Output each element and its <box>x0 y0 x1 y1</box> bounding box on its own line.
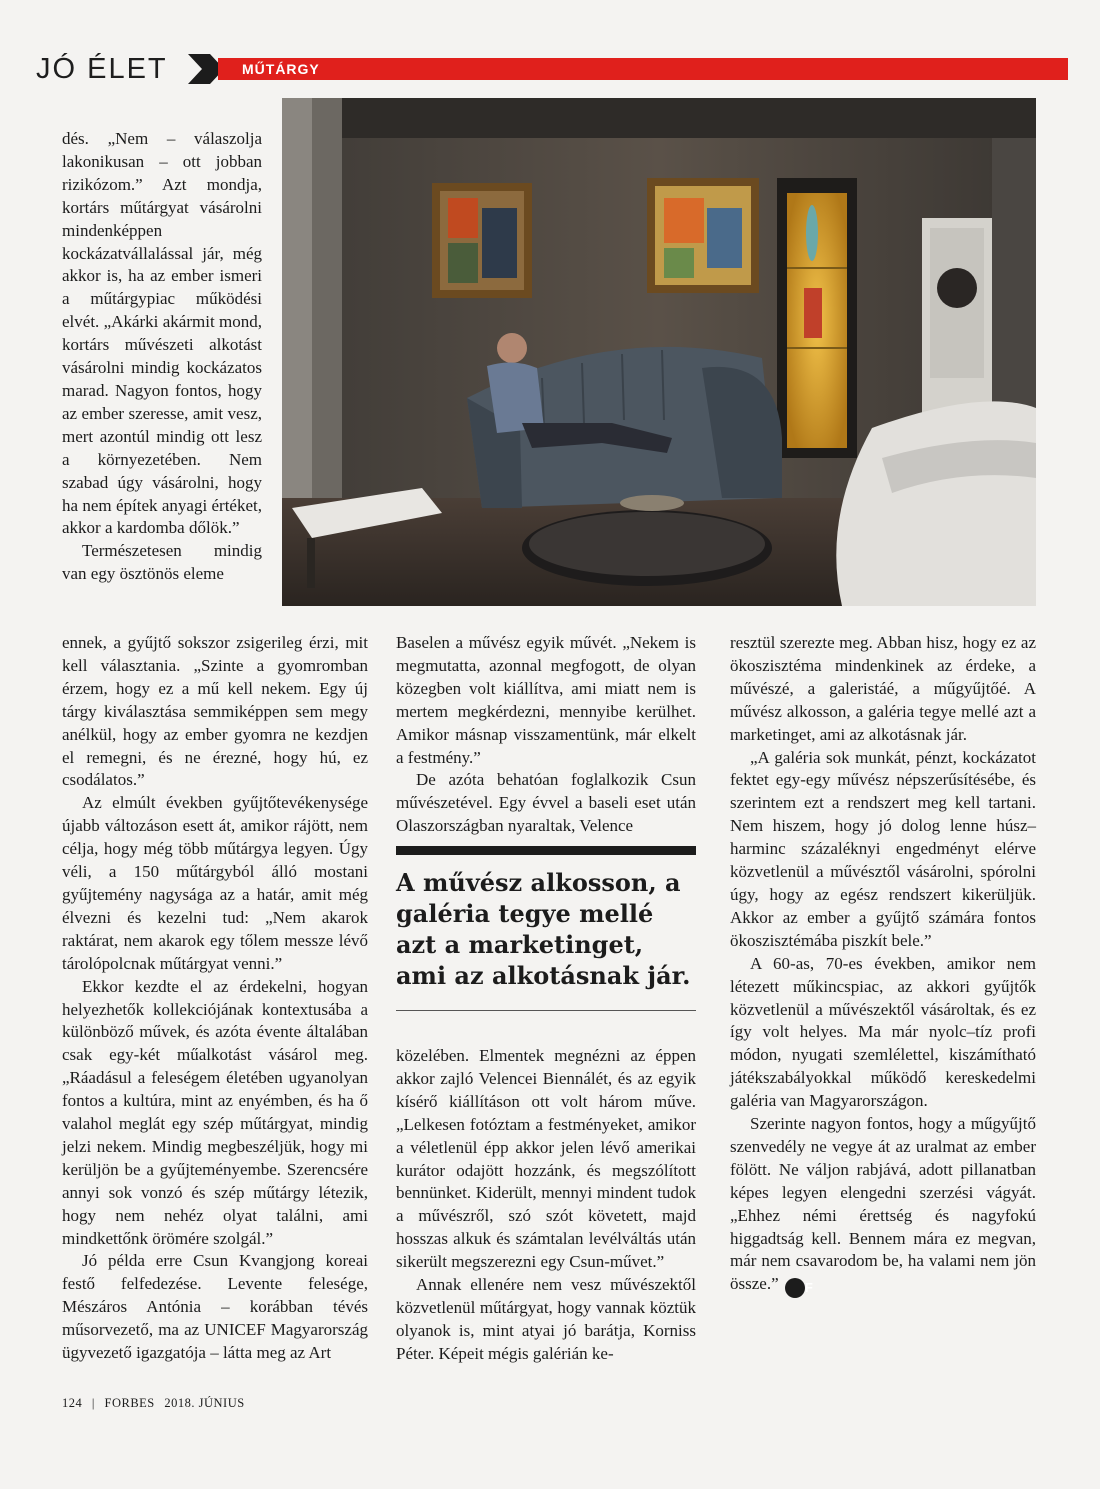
magazine-name: FORBES <box>104 1396 155 1410</box>
paragraph: A 60-as, 70-es években, amikor nem létezett műkincspiac, az akkori gyűjtők közvetlenül a művészektől vásároltak, és ez így volt helyes. Ma már nyolc–tíz profi módon, nyugati szemlélettel, kiszámítható játékszabályokkal működő kereskedelmi galéria van Magyarországon. <box>730 953 1036 1111</box>
paragraph-text: Szerinte nagyon fontos, hogy a műgyűjtő szenvedély ne vegye át az uralmat az ember fölött. Ne váljon rabjává, adott pillanatban képes legyen elengedni szerzési vágyát. „Ehhez némi érettség és nagyfokú higgadtság kell. Bennem mára ez megvan, már nem csavarodom be, ha valami nem jön össze.” <box>730 1114 1036 1294</box>
pull-quote-text: A művész alkosson, a galéria tegye mellé azt a marketinget, ami az alkotásnak jár. <box>396 868 691 990</box>
category-label: MŰTÁRGY <box>242 61 320 77</box>
paragraph: resztül szerezte meg. Abban hisz, hogy ez az ökoszisztéma mindenkinek az érdeke, a művészé, a galeristáé, a műgyűjtőé. A művész alkosson, a galéria tegye mellé azt a marketinget, ami az alkotásnak jár. <box>730 633 1036 744</box>
paragraph: Ekkor kezdte el az érdekelni, hogyan helyezhetők kollekciójának kontextusába a különböző művek, és azóta évente általában csak egy-két műalkotást vásárol meg. „Ráadásul a feleségem életében ugyanolyan fontos a kultúra, mint az enyémben, és ha ő valahol meglát egy szép műtárgyat, mindig jelzi nekem. Mindig megbeszéljük, hogy mi kerüljön be a gyűjteményembe. Szerencsére annyi sok vonzó és szép műtárgy létezik, hogy nem nehéz olyat találni, ami mindkettőnk örömére szolgál.” <box>62 976 368 1248</box>
paragraph: De azóta behatóan foglalkozik Csun művészetével. Egy évvel a baseli eset után Olaszországban nyaraltak, Velence <box>396 770 696 836</box>
paragraph: „A galéria sok munkát, pénzt, kockázatot fektet egy-egy művész népszerűsítésébe, és szerintem ezt a rendszert meg kell tartani. Nem hiszem, hogy jó dolog lenne húsz–harminc százaléknyi engedményt elérve közvetlenül a művésztől vásárolni, spórolni úgy, hogy az egész rendszert kikerüljük. Akkor az ember a gyűjtő számára fontos ökoszisztémába piszkít bele.” <box>730 747 1036 950</box>
page-footer <box>62 1396 251 1411</box>
paragraph: ennek, a gyűjtő sokszor zsigerileg érzi, mit kell választania. „Szinte a gyomromban érzem, hogy ez a mű kell nekem. Egy új tárgy kiválasztása semmiképpen sem megy anélkül, hogy az ember gyomra ne kezdjen el remegni, és ne érezné, hogy hú, ez csodálatos.” <box>62 633 368 790</box>
paragraph: Természetesen mindig van egy ösztönös eleme <box>62 541 262 584</box>
column-2 <box>396 1045 696 1366</box>
column-1-top <box>62 128 262 586</box>
column-1 <box>62 632 368 1365</box>
column-3 <box>730 632 1036 1298</box>
paragraph: Baselen a művész egyik művét. „Nekem is megmutatta, azonnal megfogott, de olyan közegben volt kiállítva, ami miatt nem is mertem megkérdezni, mennyibe kerülhet. Amikor másnap visszamentünk, már elkelt a festmény.” <box>396 633 696 767</box>
paragraph: Annak ellenére nem vesz művészektől közvetlenül műtárgyat, hogy vannak köztük olyanok is, mint atyai jó barátja, Korniss Péter. Képeit mégis galérián ke- <box>396 1275 696 1363</box>
paragraph <box>730 1113 1036 1298</box>
page-number: 124 <box>62 1396 83 1410</box>
paragraph: közelében. Elmentek megnézni az éppen akkor zajló Velencei Biennálét, és az egyik kísérő kiállításon ott volt három műve. „Lelkesen fotóztam a festményeket, amikor a véletlenül épp akkor jelen lévő amerikai kurátor odajött hozzánk, és megszólított bennünket. Kiderült, mennyi mindent tudok a művészről, szó szót követett, majd hosszas alkuk és számtalan levélváltás után sikerült megszerezni egy Csun-művet.” <box>396 1046 696 1272</box>
divider <box>396 1010 696 1011</box>
interior-photo <box>282 98 1036 606</box>
column-2-top <box>396 632 696 838</box>
pull-quote <box>396 846 696 991</box>
category-bar <box>218 58 1068 80</box>
section-name: JÓ ÉLET <box>36 53 168 85</box>
forbes-end-mark-icon: F <box>785 1278 805 1298</box>
issue-date: 2018. JÚNIUS <box>164 1396 245 1410</box>
footer-separator: | <box>91 1396 95 1410</box>
paragraph: Az elmúlt években gyűjtőtevékenysége újabb változáson esett át, amikor rájött, nem célja, hogy még több műtárgya legyen. Úgy véli, a 150 műtárgyból álló mostani gyűjtemény nagysága az a határ, amit még élvezni és kezelni tud: „Nem akarok raktárat, nem akarok egy tőlem messze lévő tárolópolcnak műtárgyat venni.” <box>62 793 368 973</box>
paragraph: Jó példa erre Csun Kvangjong koreai festő felfedezése. Levente felesége, Mészáros Antónia – korábban tévés műsorvezető, ma az UNICEF Magyarország ügyvezető igazgatója – látta meg az Art <box>62 1251 368 1363</box>
section-header <box>36 52 1046 86</box>
paragraph: dés. „Nem – válaszolja lakonikusan – ott jobban rizikózom.” Azt mondja, kortárs műtárgyat vásárolni mindenképpen kockázatvállalással jár, még akkor is, ha az ember ismeri a műtárgypiac működési elvét. „Akárki akármit mond, kortárs művészeti alkotást vásárolni mindig kockázatos marad. Nagyon fontos, hogy az ember szeresse, amit vesz, mert azontúl mindig ott lesz a környezetében. Nem szabad úgy vásárolni, hogy ha nem építek anyagi értéket, akkor a kardomba dőlök.” <box>62 129 262 538</box>
